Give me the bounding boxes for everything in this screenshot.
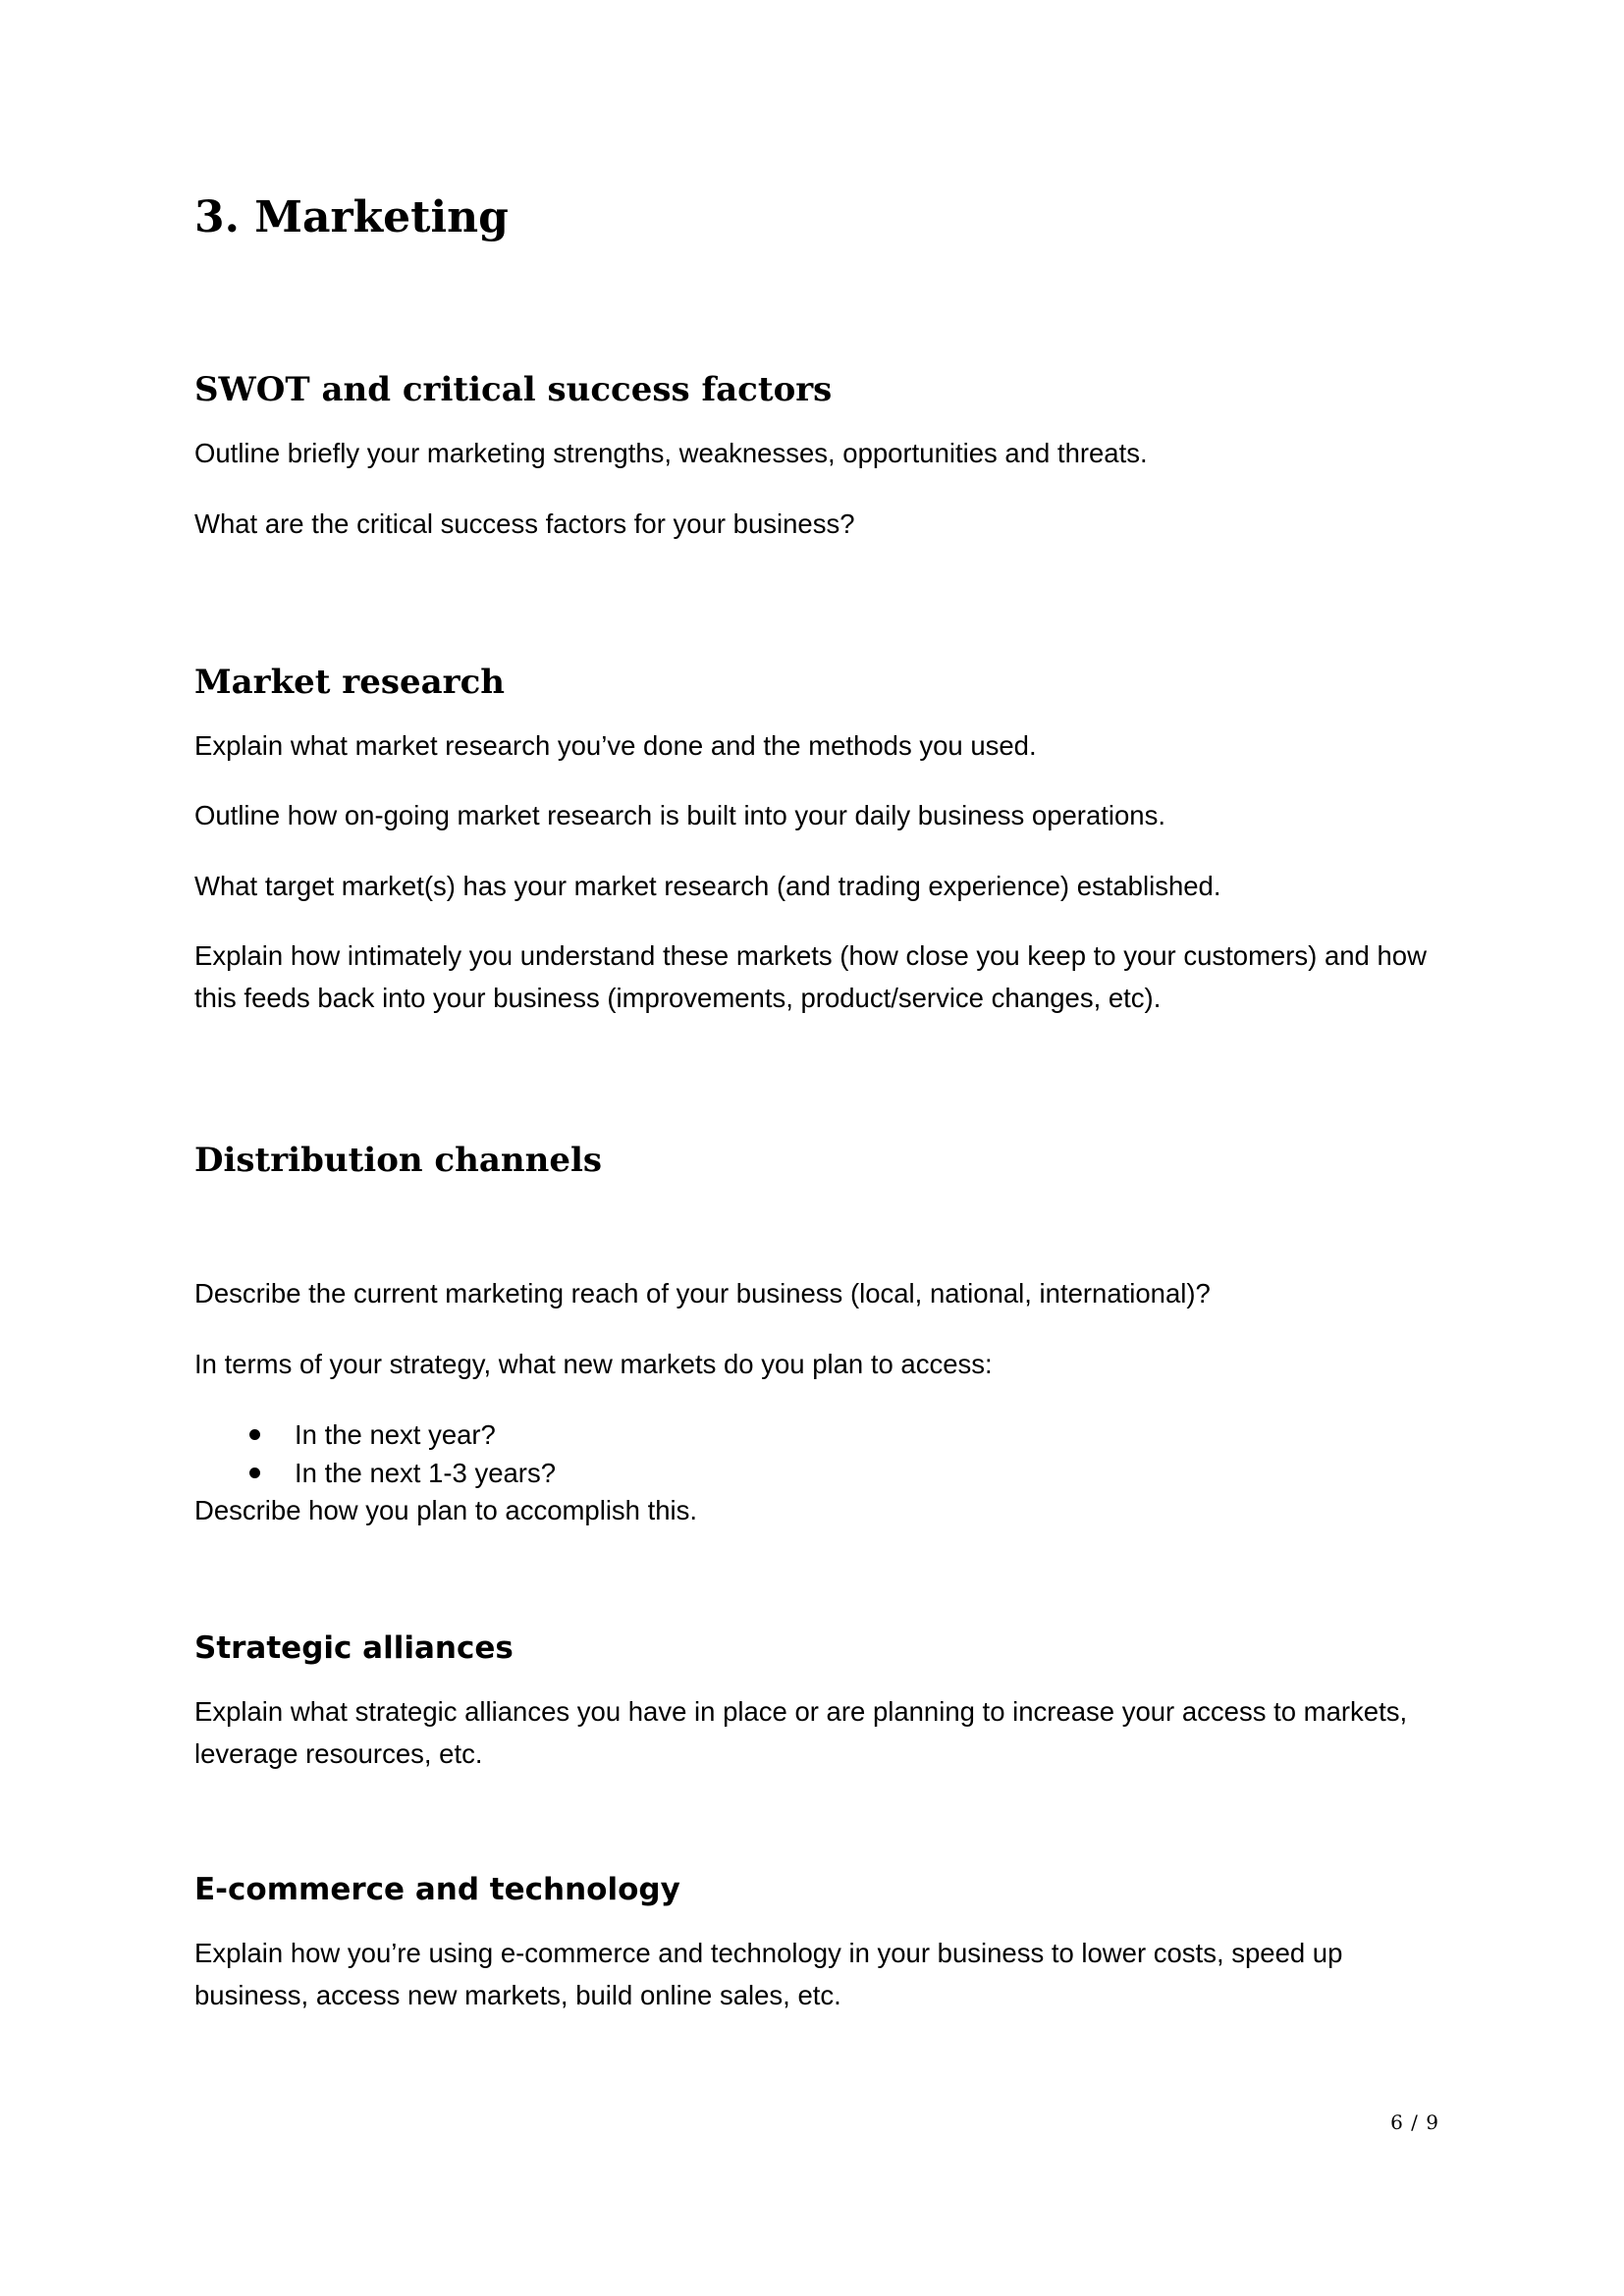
distribution-paragraph-2: In terms of your strategy, what new markets do you plan to access: bbox=[194, 1349, 993, 1379]
section-title-ecommerce: E-commerce and technology bbox=[194, 1872, 680, 1907]
section-title-distribution: Distribution channels bbox=[194, 1141, 603, 1180]
market-research-paragraph-3: What target market(s) has your market research (and trading experience) established. bbox=[194, 871, 1221, 901]
bullet-text: In the next 1-3 years? bbox=[295, 1458, 556, 1488]
page-number: 6 / 9 bbox=[1390, 2110, 1439, 2134]
market-research-paragraph-2: Outline how on-going market research is built into your daily business operations. bbox=[194, 800, 1165, 830]
bullet-text: In the next year? bbox=[295, 1419, 496, 1450]
page-heading: 3. Marketing bbox=[194, 192, 509, 242]
alliances-paragraph-1: Explain what strategic alliances you have in place or are planning to increase your access to markets, leverage resources, etc. bbox=[194, 1696, 1408, 1769]
distribution-bullet-list bbox=[244, 1415, 556, 1492]
list-item bbox=[244, 1454, 556, 1492]
swot-paragraph-2: What are the critical success factors for your business? bbox=[194, 508, 855, 539]
bullet-icon bbox=[249, 1429, 260, 1440]
swot-paragraph-1: Outline briefly your marketing strengths, weaknesses, opportunities and threats. bbox=[194, 438, 1148, 468]
bullet-icon bbox=[249, 1468, 260, 1478]
ecommerce-paragraph-1: Explain how you’re using e-commerce and technology in your business to lower costs, speed up business, access new markets, build online sales, etc. bbox=[194, 1938, 1343, 2010]
section-title-market-research: Market research bbox=[194, 663, 505, 702]
distribution-paragraph-1: Describe the current marketing reach of your business (local, national, international)? bbox=[194, 1278, 1211, 1308]
market-research-paragraph-1: Explain what market research you’ve done and the methods you used. bbox=[194, 730, 1037, 761]
section-title-swot: SWOT and critical success factors bbox=[194, 370, 833, 409]
list-item bbox=[244, 1415, 556, 1454]
market-research-paragraph-4: Explain how intimately you understand these markets (how close you keep to your customers) and how this feeds back into your business (improvements, product/service changes, etc). bbox=[194, 940, 1427, 1013]
section-title-alliances: Strategic alliances bbox=[194, 1630, 514, 1666]
distribution-paragraph-3: Describe how you plan to accomplish this. bbox=[194, 1495, 698, 1525]
